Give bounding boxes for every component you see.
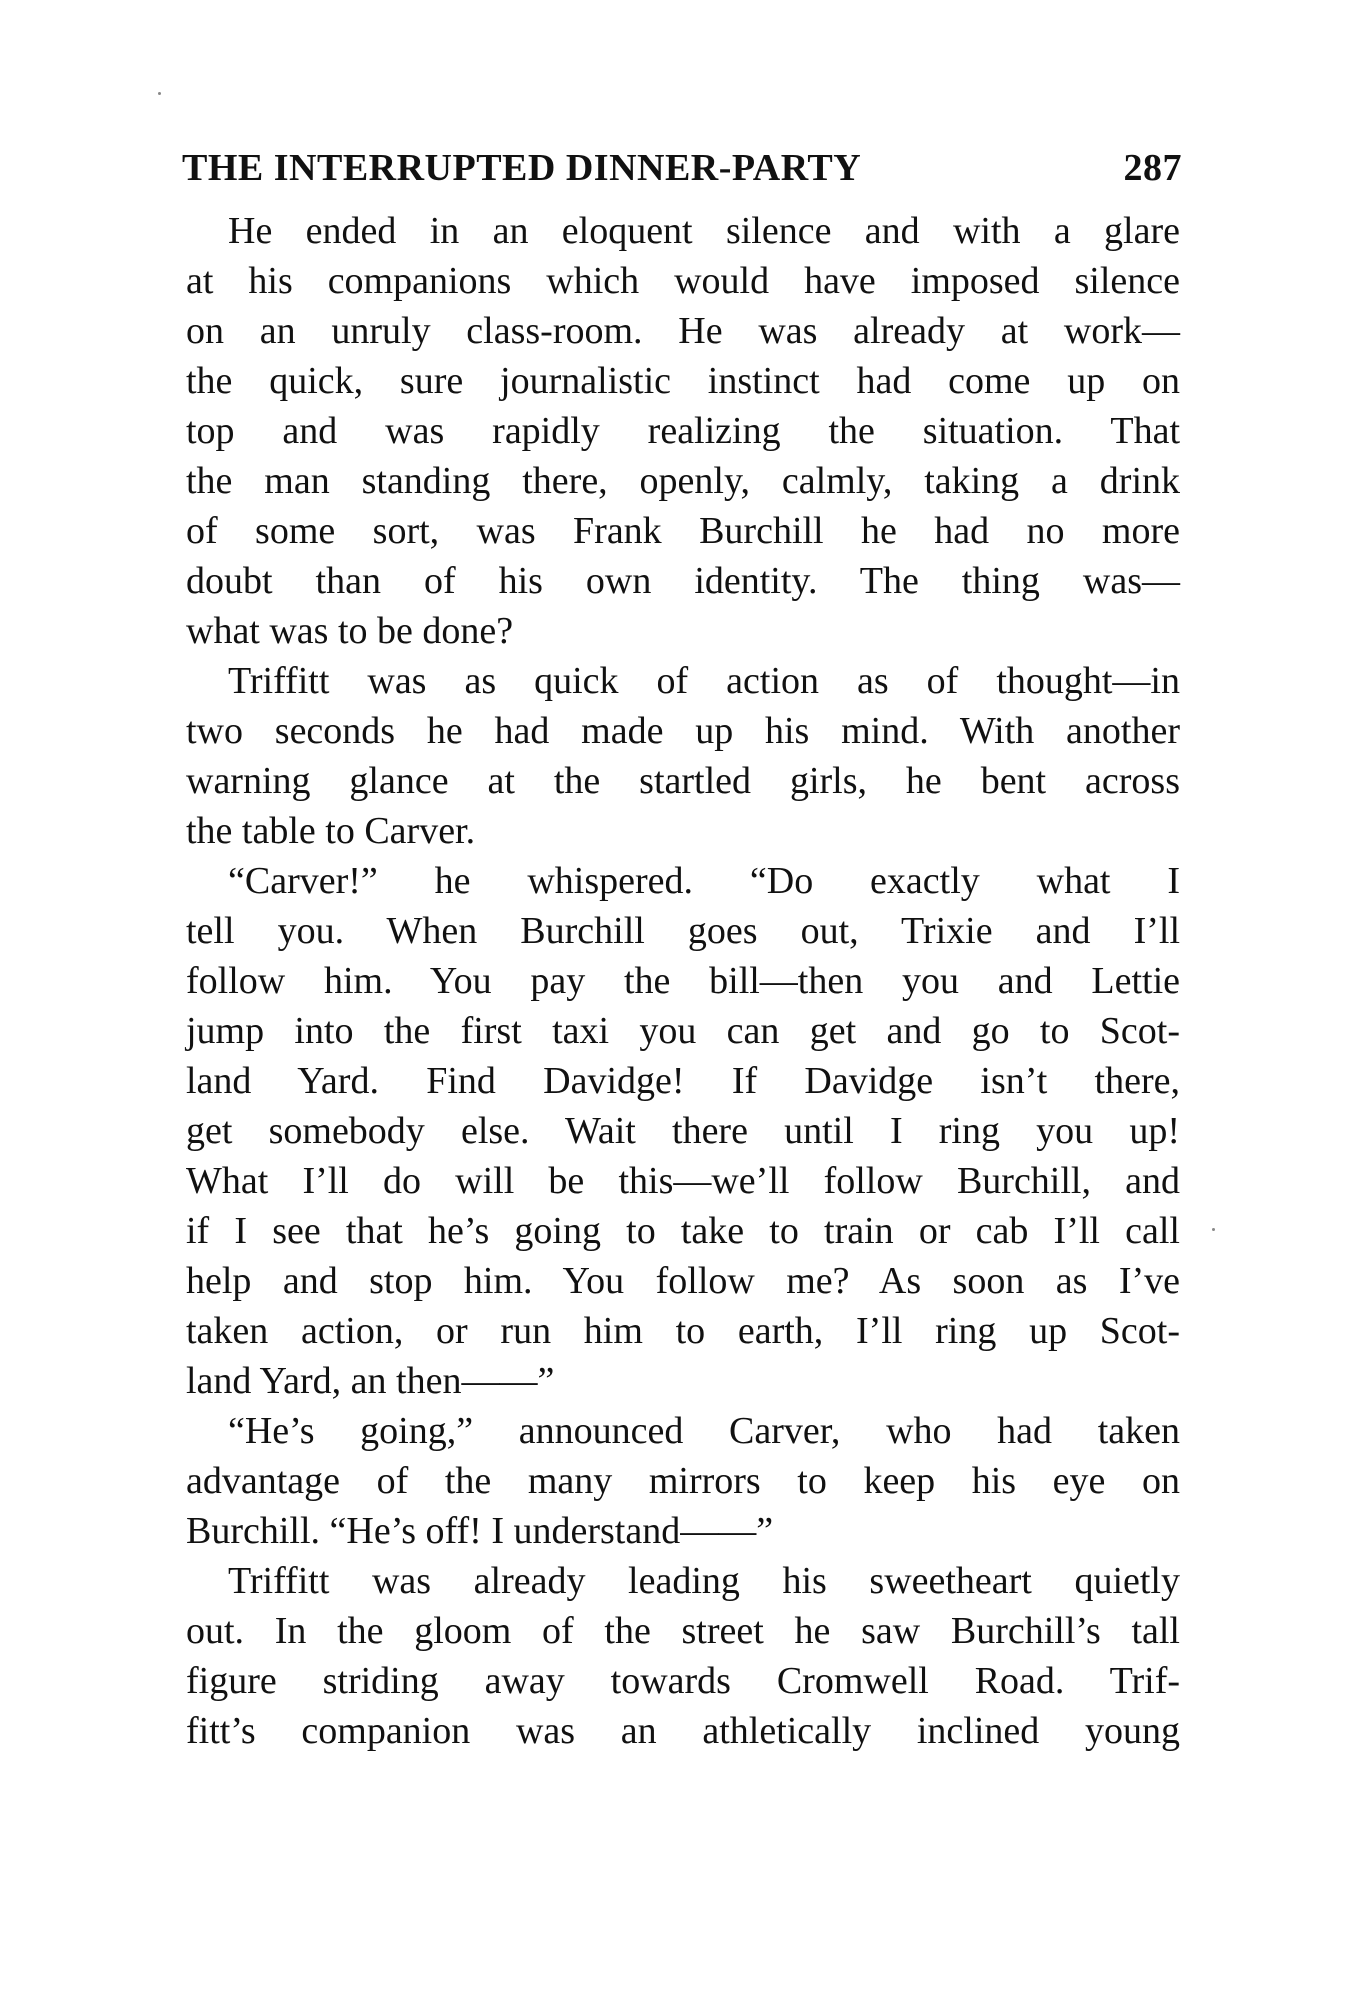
running-head [182,146,1182,198]
text-line: doubt than of his own identity. The thing was— [186,560,1180,602]
text-line: at his companions which would have imposed silence [186,260,1180,302]
text-line: advantage of the many mirrors to keep his eye on [186,1460,1180,1502]
text-line: on an unruly class-room. He was already at work— [186,310,1180,352]
text-line: Triffitt was already leading his sweetheart quietly [228,1560,1180,1602]
text-line: out. In the gloom of the street he saw Burchill’s tall [186,1610,1180,1652]
text-line: figure striding away towards Cromwell Road. Trif- [186,1660,1180,1702]
text-line: the man standing there, openly, calmly, taking a drink [186,460,1180,502]
text-line: warning glance at the startled girls, he bent across [186,760,1180,802]
text-line: help and stop him. You follow me? As soon as I’ve [186,1260,1180,1302]
text-line: He ended in an eloquent silence and with a glare [228,210,1180,252]
paper-speck [158,92,161,95]
text-line: “Carver!” he whispered. “Do exactly what I [228,860,1180,902]
text-line: Burchill. “He’s off! I understand——” [186,1510,774,1552]
text-line: the quick, sure journalistic instinct had come up on [186,360,1180,402]
body-text [186,206,1180,1756]
text-line: if I see that he’s going to take to train or cab I’ll call [186,1210,1180,1252]
text-line: tell you. When Burchill goes out, Trixie and I’ll [186,910,1180,952]
text-line: land Yard, an then——” [186,1360,555,1402]
text-line: “He’s going,” announced Carver, who had taken [228,1410,1180,1452]
page-number: 287 [1123,147,1182,189]
text-line: jump into the first taxi you can get and go to Scot- [186,1010,1180,1052]
text-line: two seconds he had made up his mind. With another [186,710,1180,752]
text-line: taken action, or run him to earth, I’ll ring up Scot- [186,1310,1180,1352]
text-line: land Yard. Find Davidge! If Davidge isn’t there, [186,1060,1180,1102]
text-line: follow him. You pay the bill—then you and Lettie [186,960,1180,1002]
text-line: get somebody else. Wait there until I ring you up! [186,1110,1180,1152]
text-line: what was to be done? [186,610,514,652]
paper-speck [1212,1228,1215,1231]
chapter-title: THE INTERRUPTED DINNER-PARTY [182,147,862,189]
text-line: top and was rapidly realizing the situation. That [186,410,1180,452]
text-line: Triffitt was as quick of action as of thought—in [228,660,1180,702]
text-line: the table to Carver. [186,810,476,852]
text-line: What I’ll do will be this—we’ll follow Burchill, and [186,1160,1180,1202]
text-line: of some sort, was Frank Burchill he had no more [186,510,1180,552]
text-line: fitt’s companion was an athletically inclined young [186,1710,1180,1752]
